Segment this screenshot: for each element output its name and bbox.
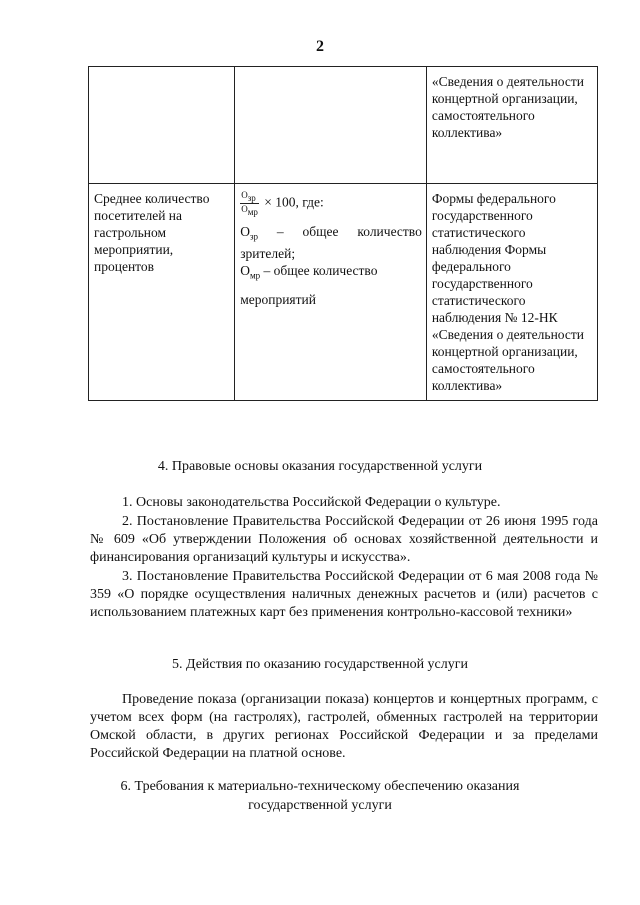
section-6-heading-line2: государственной услуги [248,798,392,813]
section-5-text: Проведение показа (организации показа) концертов и концертных программ, с учетом всех форм (на гастролях), гастролей, обменных гастролей на территории Омской области, в других регионах Российской Федерации и за пределами Российской Федерации на платной основе. [90,692,598,761]
section-4-heading: 4. Правовые основы оказания государственной услуги [157,459,483,474]
section-4-item: 1. Основы законодательства Российской Федерации о культуре. [122,495,501,510]
table-row [89,67,598,184]
indicators-table [88,66,598,401]
table-cell-formula [235,67,427,184]
section-5-heading: 5. Действия по оказанию государственной услуги [172,657,468,672]
fraction-numerator: $О_{зр}$ [240,190,259,204]
table-cell-formula [235,184,427,401]
section-4-item: 3. Постановление Правительства Российской Федерации от 6 мая 2008 года № 359 «О порядке осуществления наличных денежных расчетов и (или) расчетов с использованием платежных карт без применения контрольно-кассовой техники» [90,569,598,620]
table-cell-source: Формы федерального государственного статистического наблюдения Формы федерального государственного статистического наблюдения № 12-НК «Сведения о деятельности концертной организации, самостоятельного коллектива» [426,184,597,401]
table-cell-indicator: Среднее количество посетителей на гастрольном мероприятии, процентов [89,184,235,401]
formula-fraction [240,190,259,217]
section-4-item: 2. Постановление Правительства Российской Федерации от 26 июня 1995 года № 609 «Об утверждении Положения об основах хозяйственной деятельности и финансирования организаций культуры и искусства». [90,514,598,565]
table-row [89,184,598,401]
definition-events-cont: мероприятий [240,291,316,307]
fraction-denominator: $О_{мр}$ [241,203,258,217]
table-cell-source: «Сведения о деятельности концертной организации, самостоятельного коллектива» [426,67,597,184]
page-number: 2 [316,38,324,55]
section-6-heading-line1: 6. Требования к материально-техническому обеспечению оказания [120,779,520,794]
definition-spectators: $О_{зр}$ – общее количество [240,223,422,242]
definition-spectators-cont: зрителей; [240,246,296,262]
formula-tail: × 100, где: [264,194,324,210]
table-cell-indicator [89,67,235,184]
definition-events: $О_{мр}$ – общее количество [240,263,378,281]
formula [240,190,422,217]
